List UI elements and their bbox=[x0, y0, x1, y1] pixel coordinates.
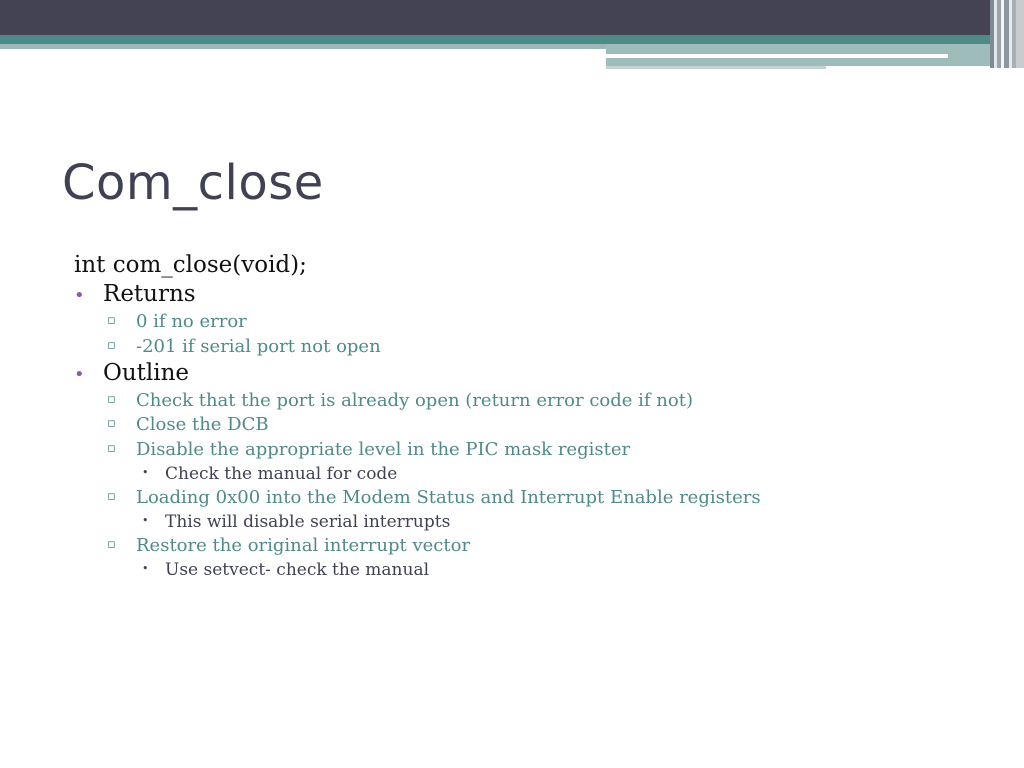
returns-item: -201 if serial port not open bbox=[136, 336, 381, 357]
slide-title: Com_close bbox=[62, 155, 324, 211]
bullet-icon: • bbox=[74, 285, 85, 306]
header-band-light bbox=[0, 44, 606, 49]
outline-item: Close the DCB bbox=[136, 414, 269, 435]
header-band-teal bbox=[0, 35, 1024, 44]
header-right-lower-line bbox=[606, 66, 826, 69]
returns-heading: Returns bbox=[103, 281, 196, 307]
outline-item: Check that the port is already open (return error code if not) bbox=[136, 390, 693, 411]
outline-item: Restore the original interrupt vector bbox=[136, 535, 471, 556]
outline-item: Loading 0x00 into the Modem Status and Interrupt Enable registers bbox=[136, 487, 761, 508]
sub-bullet-icon: ▫ bbox=[107, 441, 116, 456]
sub-bullet-icon: ▫ bbox=[107, 313, 116, 328]
outline-heading: Outline bbox=[103, 360, 190, 386]
outline-subitem: Use setvect- check the manual bbox=[165, 560, 430, 580]
returns-item: 0 if no error bbox=[136, 311, 247, 332]
sub-bullet-icon: ▫ bbox=[107, 537, 116, 552]
outline-item: Disable the appropriate level in the PIC mask register bbox=[136, 439, 631, 460]
header-band-dark bbox=[0, 0, 1024, 35]
sub-sub-bullet-icon: • bbox=[142, 514, 149, 527]
sub-bullet-icon: ▫ bbox=[107, 416, 116, 431]
sub-bullet-icon: ▫ bbox=[107, 489, 116, 504]
function-signature: int com_close(void); bbox=[74, 252, 307, 278]
outline-subitem: Check the manual for code bbox=[165, 464, 398, 484]
header-right-white-line bbox=[606, 54, 948, 58]
sub-bullet-icon: ▫ bbox=[107, 338, 116, 353]
sub-sub-bullet-icon: • bbox=[142, 562, 149, 575]
bullet-icon: • bbox=[74, 364, 85, 385]
sub-bullet-icon: ▫ bbox=[107, 392, 116, 407]
sub-sub-bullet-icon: • bbox=[142, 466, 149, 479]
header-stripes bbox=[990, 0, 1024, 68]
outline-subitem: This will disable serial interrupts bbox=[165, 512, 451, 532]
